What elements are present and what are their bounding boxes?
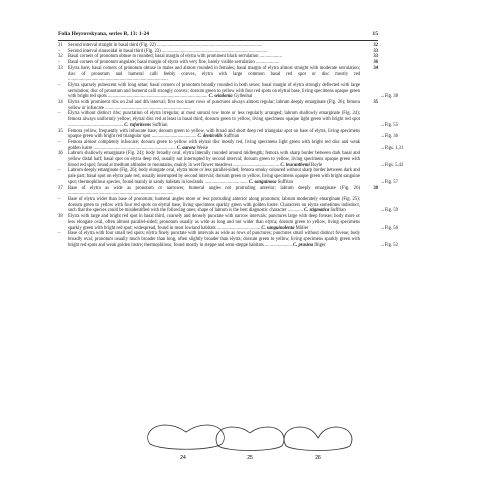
couplet-number: 36 (58, 151, 63, 157)
couplet-text: Elytra with prominent ribs on 2nd and 4th interval; first two inner rows of punctures always almost regular; labrum deeply emarginate (Fig. 26); femora yellow or infuscate ......................................................................... (68, 100, 360, 111)
figure-reference: →Figs. 1,31 (380, 145, 404, 151)
couplet-number: – (58, 231, 61, 237)
couplet-number: 38 (58, 214, 63, 220)
page-number: 15 (372, 31, 378, 37)
species-name: C. sanguinolenta (261, 225, 295, 231)
species-name: C. denticollis (197, 134, 223, 140)
species-author: Müller (295, 225, 309, 231)
couplet-number: – (58, 60, 61, 66)
couplet-target: 33 (373, 54, 378, 60)
couplet-target: 33 (373, 48, 378, 54)
figure-label-25: 25 (247, 455, 253, 461)
couplet-text: Elytra without distinct ribs; punctation of elytra irregular, at most sutural row more or less regularly arranged; labrum shallowly emarginate (Fig. 24); femora always uniformly yellow; elytral disc red at least in basal third; dorsum green to yellow, living specimens opaque light green with bright red spot ............................................... (68, 111, 360, 128)
species-name: C. sanguinosa (248, 179, 277, 185)
labrum-figure-26 (284, 427, 352, 451)
couplet-text: Femora yellow, frequently with infuscate base; dorsum green to yellow, with broad and short deep red triangular spot on base of elytra, living specimens opaque green with bright red triangular spot ...................................... (68, 128, 360, 140)
couplet-target: 32 (373, 43, 378, 48)
species-author: Boyle (310, 162, 323, 168)
species-name: C. leucanthemi (280, 162, 310, 168)
couplet-number: – (58, 168, 61, 174)
couplet-number: 35 (58, 128, 63, 134)
species-name: C. aurora (176, 145, 196, 151)
couplet-target: 35 (373, 100, 378, 106)
figure-label-24: 24 (180, 455, 186, 461)
couplet-text: Labrum deeply emarginate (Fig. 26); body elongate oval, elytra more or less parallel-sided; femora smoky coloured without sharp border between dark and pale part; basal spot on elytra pale red, usually interrupted by second interval; dorsum green to yellow, living specimens opaque green with bright sanguine spot; thermophilous species, found mainly in sandy habitats in lowlands ..................................... (68, 168, 360, 185)
couplet-number: – (58, 48, 61, 54)
figure-label-26: 26 (315, 455, 321, 461)
species-author: Weise (196, 145, 208, 151)
couplet-number: 37 (58, 185, 63, 191)
couplet-number: – (58, 111, 61, 117)
couplet-text: Labrum shallowly emarginate (Fig. 24); body broadly oval, elytra laterally rounded around midlength; femora with sharp border between dark basal and yellow distal half; basal spot on elytra deep red, usually not interrupted by second interval; dorsum green to yellow, living specimens opaque green with blood red spot; found at medium altitudes to mountains, mainly in wet flower meadows ....................................... (68, 151, 360, 168)
couplet-text: Second interval straight in basal third (Fig. 22) .......................................................................................... (68, 43, 263, 48)
couplet-text: Basal corners of pronotum obtuse to rounded; basal margin of elytra with prominent black serrulation ................... (68, 54, 282, 60)
couplet-text: Base of elytra with four small red spots; elytra finely punctate with intervals as wide as rows of punctures; punctures small without distinct foveae; body broadly oval; pronotum usually much broader than long, often slightly broader than elytra; dorsum green to yellow, living specimens sparkly green with bright red spots and weak golden lustre; thermophilous, found mostly in steppe and semi-steppe habitats ....................... (68, 231, 360, 248)
species-author: Suffrian (152, 122, 168, 128)
species-author: Suffrian (223, 134, 240, 140)
figure-reference: →Fig. 56 (380, 225, 398, 231)
species-name: C. prasina (292, 242, 314, 248)
couplet-number: 33 (58, 65, 63, 71)
figure-reference: →Fig. 59 (380, 208, 398, 214)
couplet-number: 31 (58, 43, 63, 48)
figure-reference: →Fig. 52 (380, 242, 398, 248)
figure-reference: →Fig. 38 (380, 94, 398, 100)
species-author: Gyllenhal (233, 94, 253, 100)
couplet-target: 36 (373, 60, 378, 66)
species-author: Suffrian (277, 179, 293, 185)
couplet-text: Second interval sinusoidal in basal third (Fig. 23) .......................................................................................... (68, 48, 268, 54)
figure-reference: →Fig. 55 (380, 122, 398, 128)
couplet-text: Elytra sparsely pubescent with long setae; basal corners of pronotum broadly rounded in both sexes; basal margin of elytra strongly deflected with large serrulation; disc of pronotum and humeral calli strongly convex; dorsum green to yellow with four red spots on elytral base, living specimens opaque green with bright red spots ..................................................................................... (68, 82, 360, 100)
figure-reference: →Fig. 36 (380, 134, 398, 140)
journal-citation: Folia Heyrovskyana, series B, 13: 1-24 (58, 31, 150, 37)
couplet-number: – (58, 139, 61, 145)
couplet-text: Elytra bare; basal corners of pronotum obtuse in males and almost rounded in females; basal margin of elytra almost straight with moderate serrulation; disc of pronotum and humeral calli feebly convex, elytra with large common basal red spot or disc mostly red ..................................................................................... (68, 65, 360, 83)
couplet-number: 32 (58, 54, 63, 60)
species-author: Suffrian (330, 208, 346, 214)
couplet-text: Elytra with large and bright red spot in basal third, coarsely and densely punctate with narrow intervals; punctures large with deep foveae; body more or less elongate oval, often almost parallel-sided; pronotum usually as wide as long and not wider than elytra; dorsum green to yellow, living specimens sparkly green with bright red spot; widespread, found in most lowland habitats ..................................... (68, 214, 360, 231)
couplet-text: Base of elytra wider than base of pronotum; humeral angles more or less protruding anterior along pronotum; labrum moderately emarginate (Fig. 25); dorsum green to yellow with four red spots on elytral base, living specimens sparkly green with golden lustre. Characters on elytra sometimes indistinct, such that the species could be misidentified with the following ones; shape of labrum is the best diagnostic character ............. (68, 196, 360, 214)
couplet-number: 34 (58, 100, 63, 106)
species-name: C. ruforiteens (124, 122, 152, 128)
couplet-text: Basal corners of pronotum angulate; basal margin of elytra with very fine, barely visible serrulation .................... (68, 60, 280, 66)
figure-reference: →Figs. 5,43 (380, 162, 404, 168)
couplet-number: – (58, 82, 61, 88)
species-name: C. seladonia (208, 94, 233, 100)
couplet-number: – (58, 196, 61, 202)
labrum-figure-24 (148, 425, 225, 449)
couplet-target: 38 (373, 185, 378, 191)
labrum-figure-25 (216, 427, 284, 451)
species-name: C. stigmatica (304, 208, 330, 214)
couplet-target: 34 (373, 65, 378, 71)
species-author: Illiger (314, 242, 326, 248)
couplet-text: Base of elytra as wide as pronotum or narrower, humeral angles not protruding anterior; labrum deeply emarginate (Fig. 26) .......................................................................................... (68, 185, 360, 197)
couplet-text: Femora almost completely infuscate; dorsum green to yellow with elytral disc mostly red, living specimens light green with bright red disc and weak golden lustre ...................................................................... (68, 139, 360, 151)
figure-reference: →Fig. 57 (380, 179, 398, 185)
